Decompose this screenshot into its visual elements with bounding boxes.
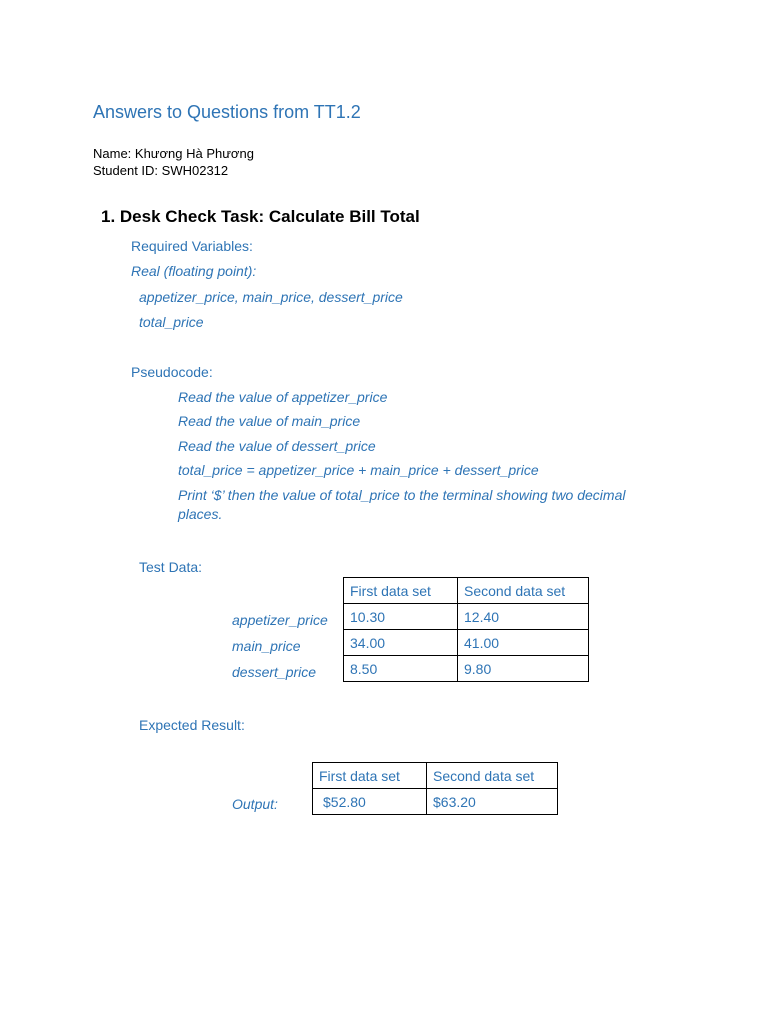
row-label-appetizer: appetizer_price: [232, 612, 328, 628]
pseudocode-line: Print ‘$’ then the value of total_price to the terminal showing two decimal: [178, 487, 626, 503]
table-row: [344, 604, 589, 630]
table-header-cell: First data set: [313, 763, 427, 789]
table-header-cell: Second data set: [427, 763, 558, 789]
variables-line-2: total_price: [139, 314, 204, 330]
table-header-cell: First data set: [344, 578, 458, 604]
output-table: [312, 762, 558, 815]
table-header-row: [344, 578, 589, 604]
required-variables-label: Required Variables:: [131, 238, 253, 254]
pseudocode-line: total_price = appetizer_price + main_price + dessert_price: [178, 462, 539, 478]
table-cell: 41.00: [458, 630, 589, 656]
pseudocode-label: Pseudocode:: [131, 364, 213, 380]
table-cell: 8.50: [344, 656, 458, 682]
table-row: [344, 656, 589, 682]
table-cell: 10.30: [344, 604, 458, 630]
row-label-dessert: dessert_price: [232, 664, 317, 680]
table-cell: 34.00: [344, 630, 458, 656]
real-type-label: Real (floating point):: [131, 263, 257, 279]
pseudocode-line: places.: [178, 506, 223, 522]
expected-result-label: Expected Result:: [139, 717, 245, 733]
test-data-label: Test Data:: [139, 559, 203, 575]
pseudocode-line: Read the value of appetizer_price: [178, 389, 388, 405]
pseudocode-line: Read the value of dessert_price: [178, 438, 376, 454]
table-row: [344, 630, 589, 656]
table-header-cell: Second data set: [458, 578, 589, 604]
table-header-row: [313, 763, 558, 789]
pseudocode-line: Read the value of main_price: [178, 413, 361, 429]
table-cell: $52.80: [313, 789, 427, 815]
variables-line-1: appetizer_price, main_price, dessert_price: [139, 289, 403, 305]
document-title: Answers to Questions from TT1.2: [93, 102, 361, 122]
student-id: Student ID: SWH02312: [93, 163, 229, 178]
table-cell: 9.80: [458, 656, 589, 682]
table-cell: $63.20: [427, 789, 558, 815]
table-cell: 12.40: [458, 604, 589, 630]
student-name: Name: Khương Hà Phương: [93, 146, 254, 161]
output-label: Output:: [232, 796, 278, 812]
row-label-main: main_price: [232, 638, 301, 654]
section-heading: 1. Desk Check Task: Calculate Bill Total: [101, 207, 420, 226]
table-row: [313, 789, 558, 815]
test-data-table: [343, 577, 589, 682]
